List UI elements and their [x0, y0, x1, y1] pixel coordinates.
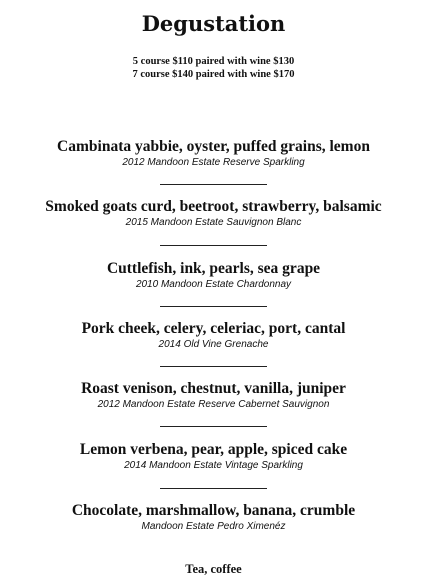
course-divider [160, 306, 267, 307]
course-item [0, 138, 427, 169]
course-dish: Cambinata yabbie, oyster, puffed grains, lemon [57, 138, 370, 155]
course-item [0, 198, 427, 229]
course-item [0, 260, 427, 291]
course-divider [160, 426, 267, 427]
course-divider [160, 245, 267, 246]
course-dish: Lemon verbena, pear, apple, spiced cake [79, 441, 348, 458]
course-wine-pairing: 2012 Mandoon Estate Reserve Sparkling [122, 157, 305, 168]
course-item [0, 320, 427, 351]
course-divider [160, 366, 267, 367]
pricing-line: 5 course $110 paired with wine $130 [132, 56, 295, 67]
pricing-line: 7 course $140 paired with wine $170 [132, 69, 295, 80]
course-dish: Smoked goats curd, beetroot, strawberry, balsamic [45, 198, 382, 215]
course-wine-pairing: 2014 Old Vine Grenache [158, 339, 269, 350]
course-dish: Pork cheek, celery, celeriac, port, cantal [81, 320, 346, 337]
course-wine-pairing: 2014 Mandoon Estate Vintage Sparkling [124, 460, 303, 471]
course-wine-pairing: 2010 Mandoon Estate Chardonnay [135, 279, 292, 290]
course-divider [160, 488, 267, 489]
course-item [0, 380, 427, 411]
course-item [0, 441, 427, 472]
menu-footer: Tea, coffee [185, 562, 242, 576]
course-wine-pairing: Mandoon Estate Pedro Ximenéz [141, 521, 286, 532]
course-dish: Roast venison, chestnut, vanilla, juniper [81, 380, 346, 397]
course-item [0, 502, 427, 533]
course-dish: Cuttlefish, ink, pearls, sea grape [106, 260, 321, 277]
course-divider [160, 184, 267, 185]
course-wine-pairing: 2015 Mandoon Estate Sauvignon Blanc [125, 217, 302, 228]
menu-title: Degustation [141, 11, 286, 36]
course-dish: Chocolate, marshmallow, banana, crumble [71, 502, 356, 519]
course-wine-pairing: 2012 Mandoon Estate Reserve Cabernet Sauvignon [97, 399, 330, 410]
